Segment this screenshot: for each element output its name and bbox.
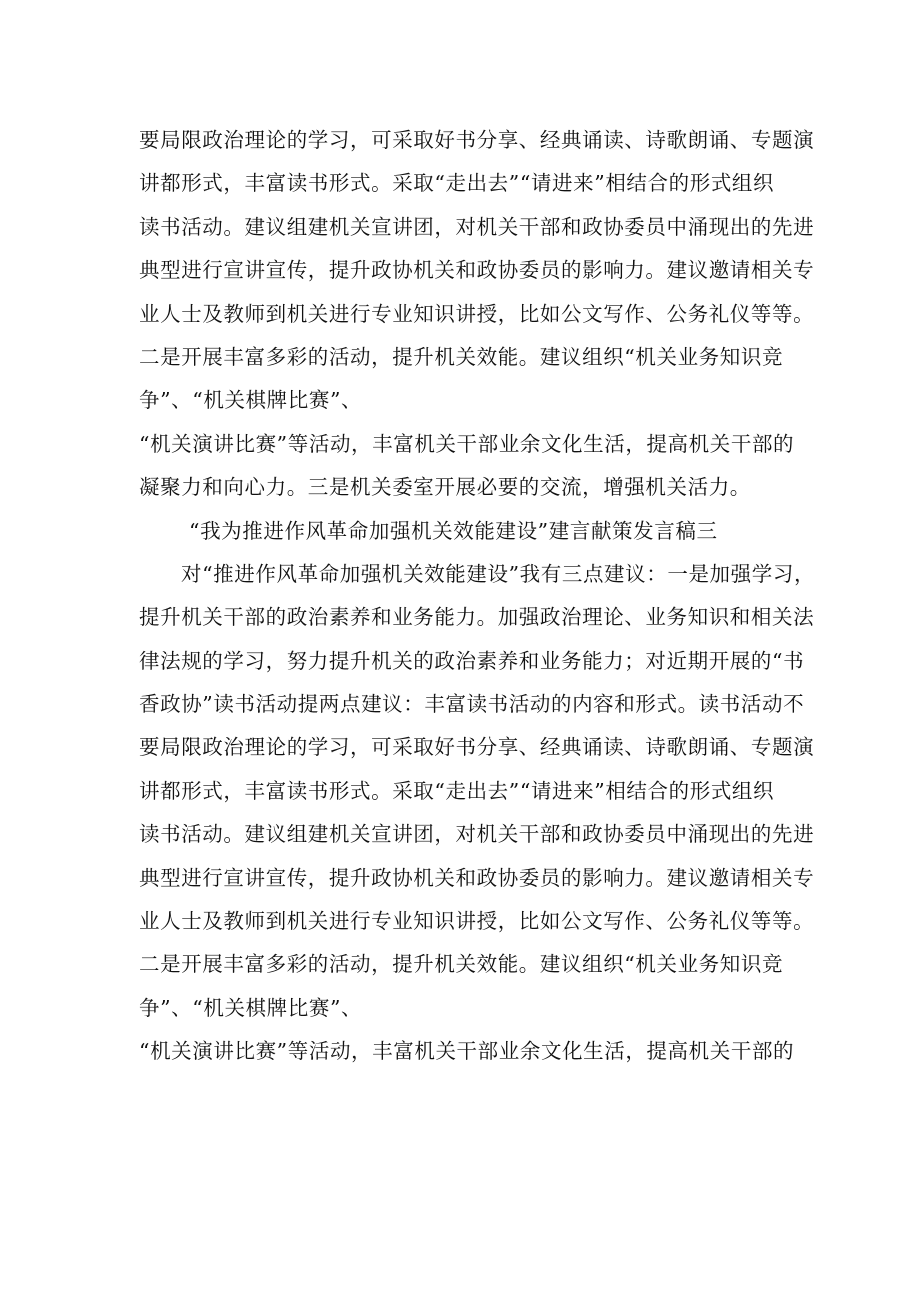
text-line: 律法规的学习，努力提升机关的政治素养和业务能力；对近期开展的“书 (139, 648, 805, 673)
text-line: 提升机关干部的政治素养和业务能力。加强政治理论、业务知识和相关法 (139, 605, 815, 630)
text-line: 香政协”读书活动提两点建议：丰富读书活动的内容和形式。读书活动不 (139, 692, 805, 717)
text-line: 讲都形式，丰富读书形式。采取“走出去”“请进来”相结合的形式组织 (139, 778, 775, 803)
text-line: 典型进行宣讲宣传，提升政协机关和政协委员的影响力。建议邀请相关专 (139, 865, 815, 890)
text-line: 争”、“机关棋牌比赛”、 (139, 388, 363, 413)
text-line: 讲都形式，丰富读书形式。采取“走出去”“请进来”相结合的形式组织 (139, 171, 775, 196)
text-line: “机关演讲比赛”等活动，丰富机关干部业余文化生活，提高机关干部的 (139, 431, 795, 456)
text-line: 业人士及教师到机关进行专业知识讲授，比如公文写作、公务礼仪等等。 (139, 909, 815, 934)
text-line: 要局限政治理论的学习，可采取好书分享、经典诵读、诗歌朗诵、专题演 (139, 735, 815, 760)
text-line: 二是开展丰富多彩的活动，提升机关效能。建议组织“机关业务知识竞 (139, 344, 784, 369)
text-line: 凝聚力和向心力。三是机关委室开展必要的交流，增强机关活力。 (139, 475, 751, 500)
text-line: 要局限政治理论的学习，可采取好书分享、经典诵读、诗歌朗诵、专题演 (139, 128, 815, 152)
text-line: 读书活动。建议组建机关宣讲团，对机关干部和政协委员中涌现出的先进 (139, 214, 815, 239)
text-line: 业人士及教师到机关进行专业知识讲授，比如公文写作、公务礼仪等等。 (139, 301, 815, 326)
text-line: 二是开展丰富多彩的活动，提升机关效能。建议组织“机关业务知识竞 (139, 952, 784, 977)
text-line: 读书活动。建议组建机关宣讲团，对机关干部和政协委员中涌现出的先进 (139, 822, 815, 847)
section-title: “我为推进作风革命加强机关效能建设”建言献策发言稿三 (189, 518, 718, 543)
document-body (139, 119, 816, 1074)
paragraph-first-line: 对“推进作风革命加强机关效能建设”我有三点建议：一是加强学习， (181, 561, 816, 586)
text-line: 典型进行宣讲宣传，提升政协机关和政协委员的影响力。建议邀请相关专 (139, 258, 815, 283)
text-line: “机关演讲比赛”等活动，丰富机关干部业余文化生活，提高机关干部的 (139, 1039, 795, 1064)
text-line: 争”、“机关棋牌比赛”、 (139, 995, 363, 1020)
